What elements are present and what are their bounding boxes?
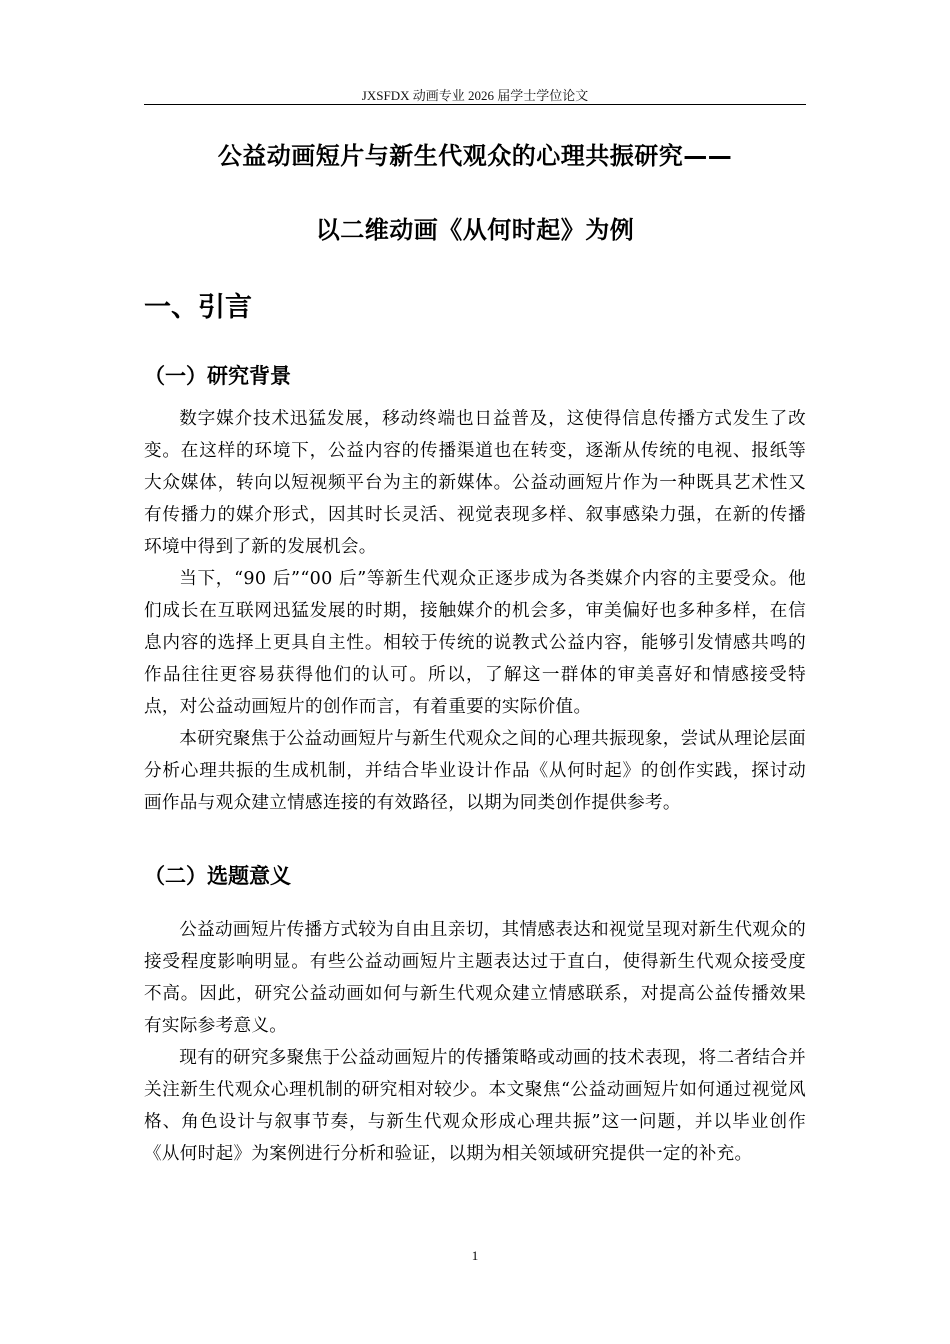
page-number: 1	[471, 1248, 479, 1263]
body-paragraph: 本研究聚焦于公益动画短片与新生代观众之间的心理共振现象，尝试从理论层面分析心理共振的生成机制，并结合毕业设计作品《从何时起》的创作实践，探讨动画作品与观众建立情感连接的有效路径，以期为同类创作提供参考。	[144, 729, 806, 813]
running-header: JXSFDX 动画专业 2026 届学士学位论文	[361, 88, 589, 103]
body-paragraph: 现有的研究多聚焦于公益动画短片的传播策略或动画的技术表现，将二者结合并关注新生代观众心理机制的研究相对较少。本文聚焦“公益动画短片如何通过视觉风格、角色设计与叙事节奏，与新生代观众形成心理共振”这一问题，并以毕业创作《从何时起》为案例进行分析和验证，以期为相关领域研究提供一定的补充。	[144, 1048, 806, 1164]
thesis-title-line-2: 以二维动画《从何时起》为例	[315, 216, 635, 244]
body-paragraph: 数字媒介技术迅猛发展，移动终端也日益普及，这使得信息传播方式发生了改变。在这样的环境下，公益内容的传播渠道也在转变，逐渐从传统的电视、报纸等大众媒体，转向以短视频平台为主的新媒体。公益动画短片作为一种既具艺术性又有传播力的媒介形式，因其时长灵活、视觉表现多样、叙事感染力强，在新的传播环境中得到了新的发展机会。	[144, 409, 806, 557]
section-heading-introduction: 一、引言	[144, 292, 252, 323]
subsection-heading-research-background: （一）研究背景	[144, 364, 291, 388]
thesis-title-line-1: 公益动画短片与新生代观众的心理共振研究——	[217, 142, 733, 170]
body-paragraph: 公益动画短片传播方式较为自由且亲切，其情感表达和视觉呈现对新生代观众的接受程度影响明显。有些公益动画短片主题表达过于直白，使得新生代观众接受度不高。因此，研究公益动画如何与新生代观众建立情感联系，对提高公益传播效果有实际参考意义。	[144, 920, 806, 1036]
header-rule	[144, 104, 806, 105]
subsection-heading-topic-significance: （二）选题意义	[144, 864, 291, 888]
body-paragraph: 当下，“90 后”“00 后”等新生代观众正逐步成为各类媒介内容的主要受众。他们成长在互联网迅猛发展的时期，接触媒介的机会多，审美偏好也多种多样，在信息内容的选择上更具自主性。相较于传统的说教式公益内容，能够引发情感共鸣的作品往往更容易获得他们的认可。所以，了解这一群体的审美喜好和情感接受特点，对公益动画短片的创作而言，有着重要的实际价值。	[144, 569, 806, 717]
